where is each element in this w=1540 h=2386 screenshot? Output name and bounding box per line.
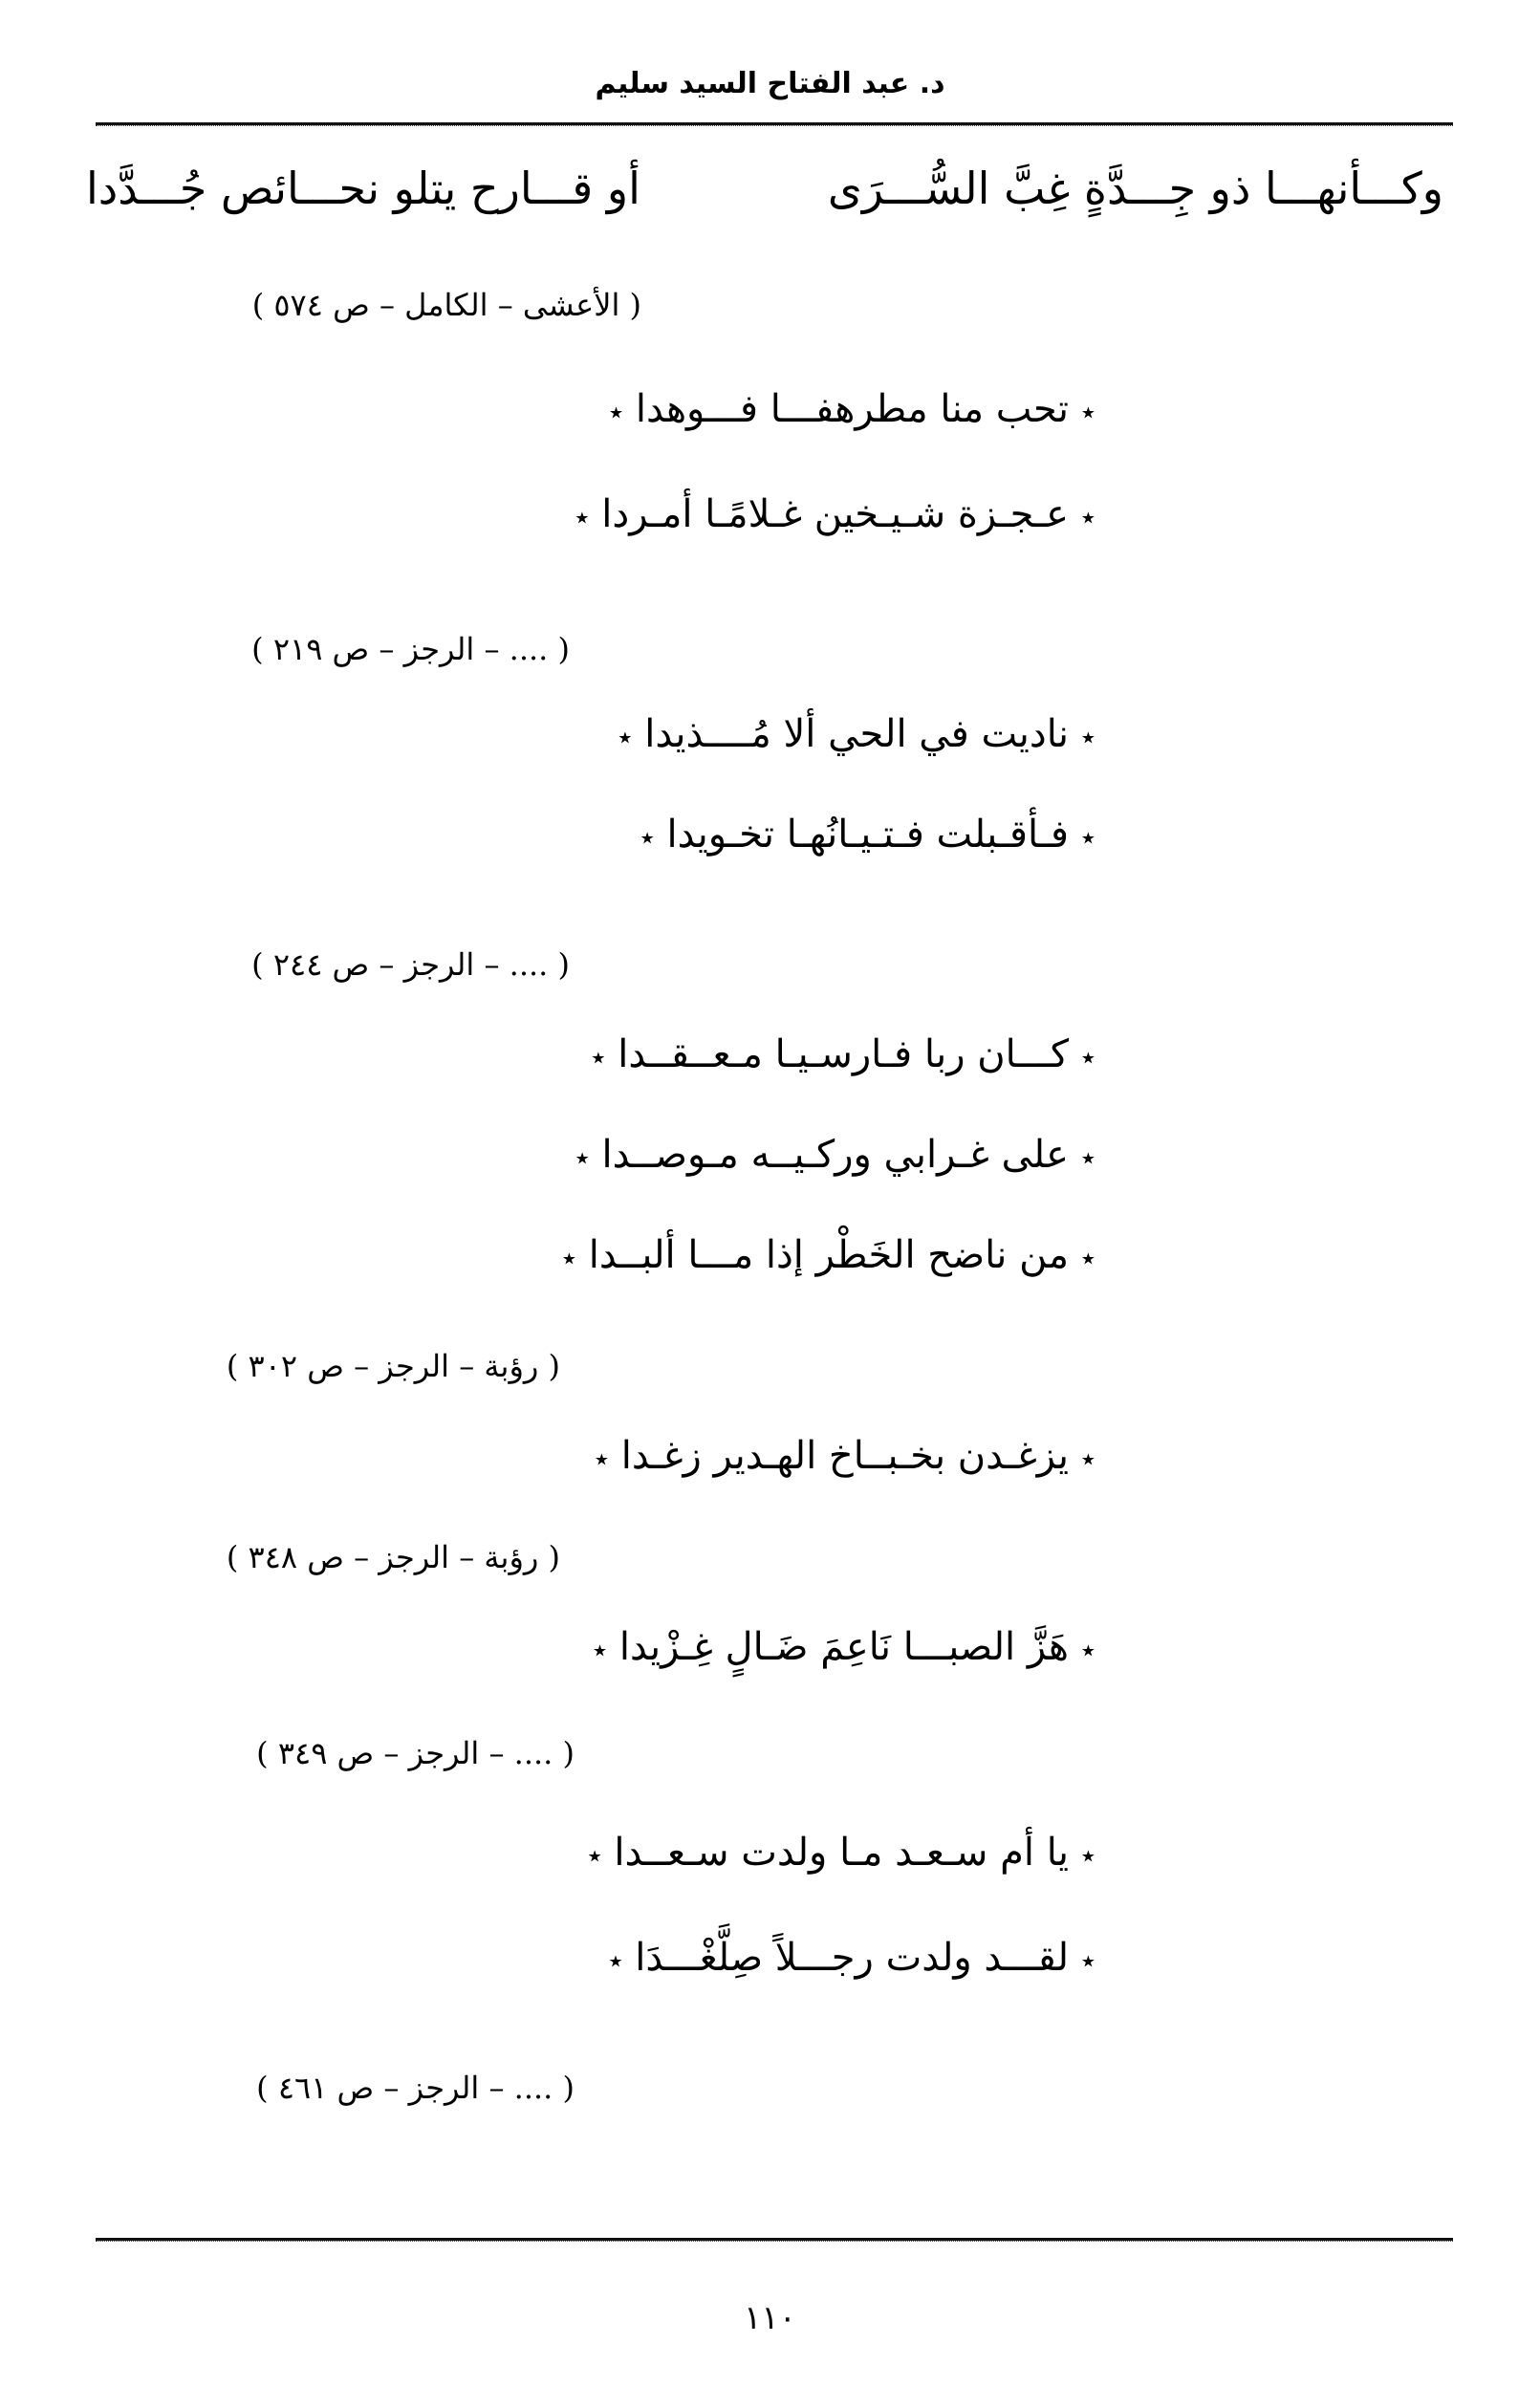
verse-second-hemistich: أو قـــارح يتلو نحـــائص جُـــدَّدا (86, 163, 640, 214)
line-text: هَزَّ الصبـــا نَاعِمَ ضَـالٍ غِـزْيدا (618, 1625, 1070, 1669)
rajaz-line (591, 1032, 1095, 1076)
star-icon: ٭ (1080, 1944, 1095, 1977)
star-icon: ٭ (1080, 1839, 1095, 1872)
star-icon: ٭ (1080, 1141, 1095, 1174)
header-rule (96, 122, 1453, 126)
line-text: تحب منا مطرهفـــا فـــوهدا (635, 387, 1070, 431)
star-icon: ٭ (1080, 1242, 1095, 1274)
source-citation: ( .... – الرجز – ص ٢١٩ ) (251, 631, 570, 667)
star-icon: ٭ (575, 501, 590, 533)
star-icon: ٭ (594, 1442, 610, 1475)
rajaz-line (640, 813, 1095, 857)
rajaz-line (587, 1831, 1095, 1875)
rajaz-line (575, 492, 1095, 536)
star-icon: ٭ (608, 1944, 623, 1977)
star-icon: ٭ (591, 1041, 606, 1074)
line-text: على غـرابي وركـيــه مـوصــدا (601, 1133, 1070, 1177)
source-citation: ( .... – الرجز – ص ٤٦١ ) (256, 2070, 575, 2106)
line-text: لقـــد ولدت رجـــلاً صِلَّغْـــدَا (635, 1936, 1070, 1980)
star-icon: ٭ (561, 1242, 576, 1274)
source-citation: ( .... – الرجز – ص ٢٤٤ ) (251, 946, 570, 983)
footer-rule (96, 2238, 1453, 2242)
source-citation: ( رؤبة – الرجز – ص ٣٤٨ ) (226, 1539, 560, 1575)
star-icon: ٭ (640, 821, 655, 854)
line-text: ناديت في الحي ألا مُــــذيدا (644, 712, 1070, 756)
running-header: د. عبد الفتاح السيد سليم (595, 67, 945, 100)
line-text: يا أم سـعـد مـا ولدت سـعــدا (614, 1831, 1070, 1875)
opening-verse (86, 163, 1443, 229)
star-icon: ٭ (608, 396, 624, 428)
line-text: كـــان ربا فـارسـيـا مـعــقــدا (618, 1032, 1070, 1076)
source-citation: ( .... – الرجز – ص ٣٤٩ ) (256, 1735, 575, 1771)
star-icon: ٭ (575, 1141, 590, 1174)
line-text: عـجـزة شـيـخين غـلامًـا أمـردا (601, 492, 1070, 536)
rajaz-line (618, 712, 1095, 756)
star-icon: ٭ (1080, 821, 1095, 854)
source-citation: ( رؤبة – الرجز – ص ٣٠٢ ) (226, 1348, 560, 1384)
star-icon: ٭ (592, 1634, 608, 1666)
source-citation: ( الأعشى – الكامل – ص ٥٧٤ ) (251, 287, 641, 323)
star-icon: ٭ (1080, 721, 1095, 753)
line-text: من ناضح الخَطْر إذا مـــا ألبــدا (588, 1233, 1070, 1277)
star-icon: ٭ (1080, 1634, 1095, 1666)
rajaz-line (575, 1133, 1095, 1177)
star-icon: ٭ (1080, 1041, 1095, 1074)
rajaz-line (562, 1233, 1095, 1277)
star-icon: ٭ (1080, 1442, 1095, 1475)
star-icon: ٭ (1080, 396, 1095, 428)
star-icon: ٭ (587, 1839, 602, 1872)
page-number: ١١٠ (744, 2299, 796, 2337)
rajaz-line (595, 1434, 1095, 1478)
rajaz-line (608, 1936, 1095, 1980)
star-icon: ٭ (618, 721, 633, 753)
star-icon: ٭ (1080, 501, 1095, 533)
line-text: فـأقـبلت فـتـيـانُهـا تخـويدا (666, 813, 1070, 857)
line-text: يزغـدن بخـبــاخ الهـدير زغـدا (620, 1434, 1070, 1478)
rajaz-line (593, 1625, 1095, 1669)
rajaz-line (609, 387, 1095, 431)
verse-first-hemistich: وكـــأنهـــا ذو جِـــدَّةٍ غِبَّ السُّـــرَى (827, 163, 1443, 214)
